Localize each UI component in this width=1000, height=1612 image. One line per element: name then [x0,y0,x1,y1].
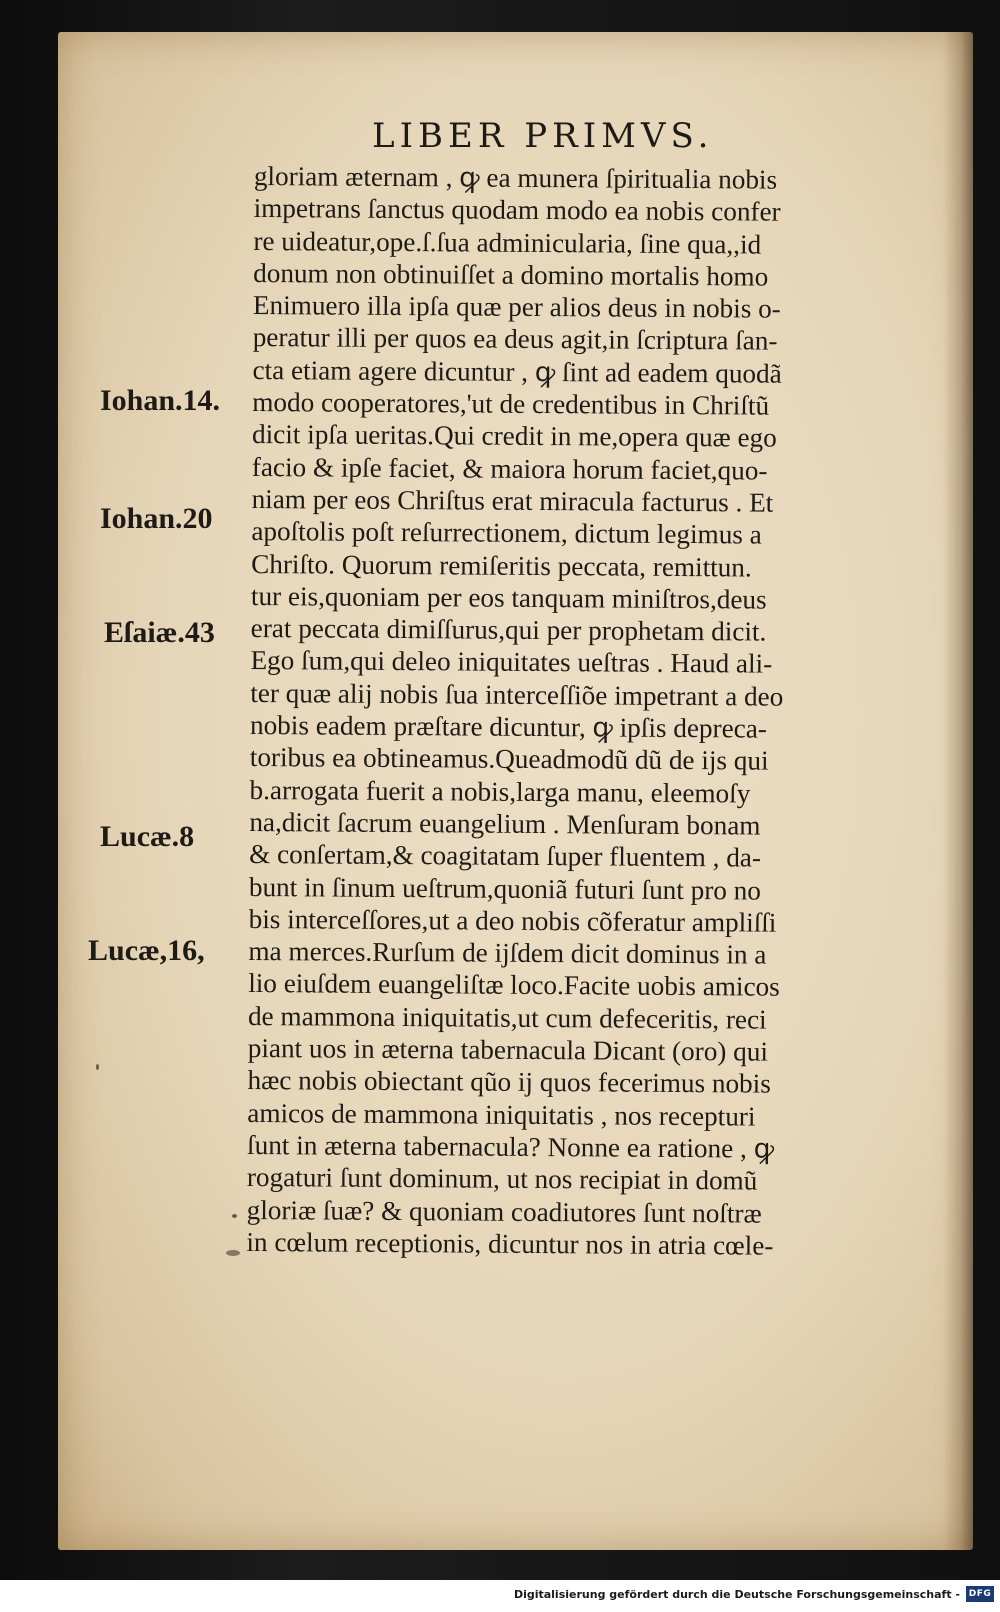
margin-note-esaiae-43: Eſaiæ.43 [104,616,215,649]
margin-note-lucae-8: Lucæ.8 [100,820,195,853]
text-line: & conſertam,& coagitatam ſuper fluentem , da- [249,839,762,873]
text-line: nobis eadem præſtare dicuntur, ꝙ ipſis depreca- [249,710,767,744]
ink-speck [96,1064,99,1070]
text-line: bunt in ſinum ueſtrum,quoniã futuri ſunt pro no [248,871,762,906]
text-line: Ego ſum,qui deleo iniquitates ueſtras . Haud ali- [250,645,773,680]
text-line: gloriæ ſuæ? & quoniam coadiutores ſunt noſtræ [246,1194,762,1229]
text-line: re uideatur,ope.ſ.ſua adminicularia, ſine qua,,id [253,225,762,260]
text-line: modo cooperatores,'ut de credentibus in Chriſtũ [252,387,770,421]
text-line: erat peccata dimiſſurus,qui per prophetam dicit. [250,613,767,647]
text-line: Enimuero illa ipſa quæ per alios deus in nobis o- [252,290,781,324]
text-line: donum non obtinuiſſet a domino mortalis homo [253,257,769,292]
text-line: ſunt in æterna tabernacula? Nonne ea ratione , ꝙ [247,1129,775,1164]
text-line: amicos de mammona iniquitatis , nos recepturi [247,1097,756,1132]
text-line: na,dicit ſacrum euangelium . Menſuram bonam [249,806,761,841]
text-line: peratur illi per quos ea deus agit,in ſcriptura ſan- [252,322,778,357]
text-line: ma merces.Rurſum de ijſdem dicit dominus in a [248,936,767,970]
ink-speck [232,1214,237,1218]
text-line: de mammona iniquitatis,ut cum defeceritis, reci [247,1000,767,1035]
text-line: lio eiuſdem euangeliſtæ loco.Facite uobis amicos [248,968,780,1003]
text-line: hæc nobis obiectant qũo ij quos fecerimus nobis [247,1065,771,1099]
text-line: gloriam æternam , ꝙ ea munera ſpiritualia nobis [253,160,778,195]
text-line: niam per eos Chriſtus erat miracula facturus . Et [251,483,774,518]
footer-bar [0,1580,1000,1612]
text-line: dicit ipſa ueritas.Qui credit in me,opera quæ ego [251,419,777,454]
text-line: apoſtolis poſt reſurrectionem, dictum legimus a [251,516,762,550]
funding-notice: Digitalisierung gefördert durch die Deutsche Forschungsgemeinschaft - [513,1588,960,1601]
text-line: b.arrogata fuerit a nobis,larga manu, eleemoſy [249,774,751,809]
text-line: tur eis,quoniam per eos tanquam miniſtros,deus [250,580,767,615]
margin-note-iohan-20: Iohan.20 [100,502,213,535]
page-edge-shadow [943,32,973,1550]
text-line: facio & ipſe faciet, & maiora horum faciet,quo- [251,451,768,486]
text-line: rogaturi ſunt dominum, ut nos recipiat in domũ [246,1162,758,1196]
text-line: ter quæ alij nobis ſua interceſſiõe impetrant a deo [250,677,784,712]
body-text [246,160,914,1263]
text-line: toribus ea obtineamus.Queadmodũ dũ de ijs qui [249,742,769,776]
margin-note-lucae-16: Lucæ,16, [88,934,205,967]
text-line: bis interceſſores,ut a deo nobis cõferatur ampliſſi [248,903,777,938]
text-line: impetrans ſanctus quodam modo ea nobis confer [253,193,781,227]
ink-speck [226,1250,240,1256]
text-line: cta etiam agere dicuntur , ꝙ ſint ad eadem quodã [252,354,782,389]
dfg-logo-icon: DFG [966,1586,994,1602]
text-line: in cœlum receptionis, dicuntur nos in atria cœle- [246,1226,774,1261]
text-line: Chriſto. Quorum remiſeritis peccata, remittun. [251,548,752,583]
running-head: LIBER PRIMVS. [372,116,714,156]
margin-note-iohan-14: Iohan.14. [100,384,221,417]
text-line: piant uos in æterna tabernacula Dicant (oro) qui [247,1032,769,1067]
